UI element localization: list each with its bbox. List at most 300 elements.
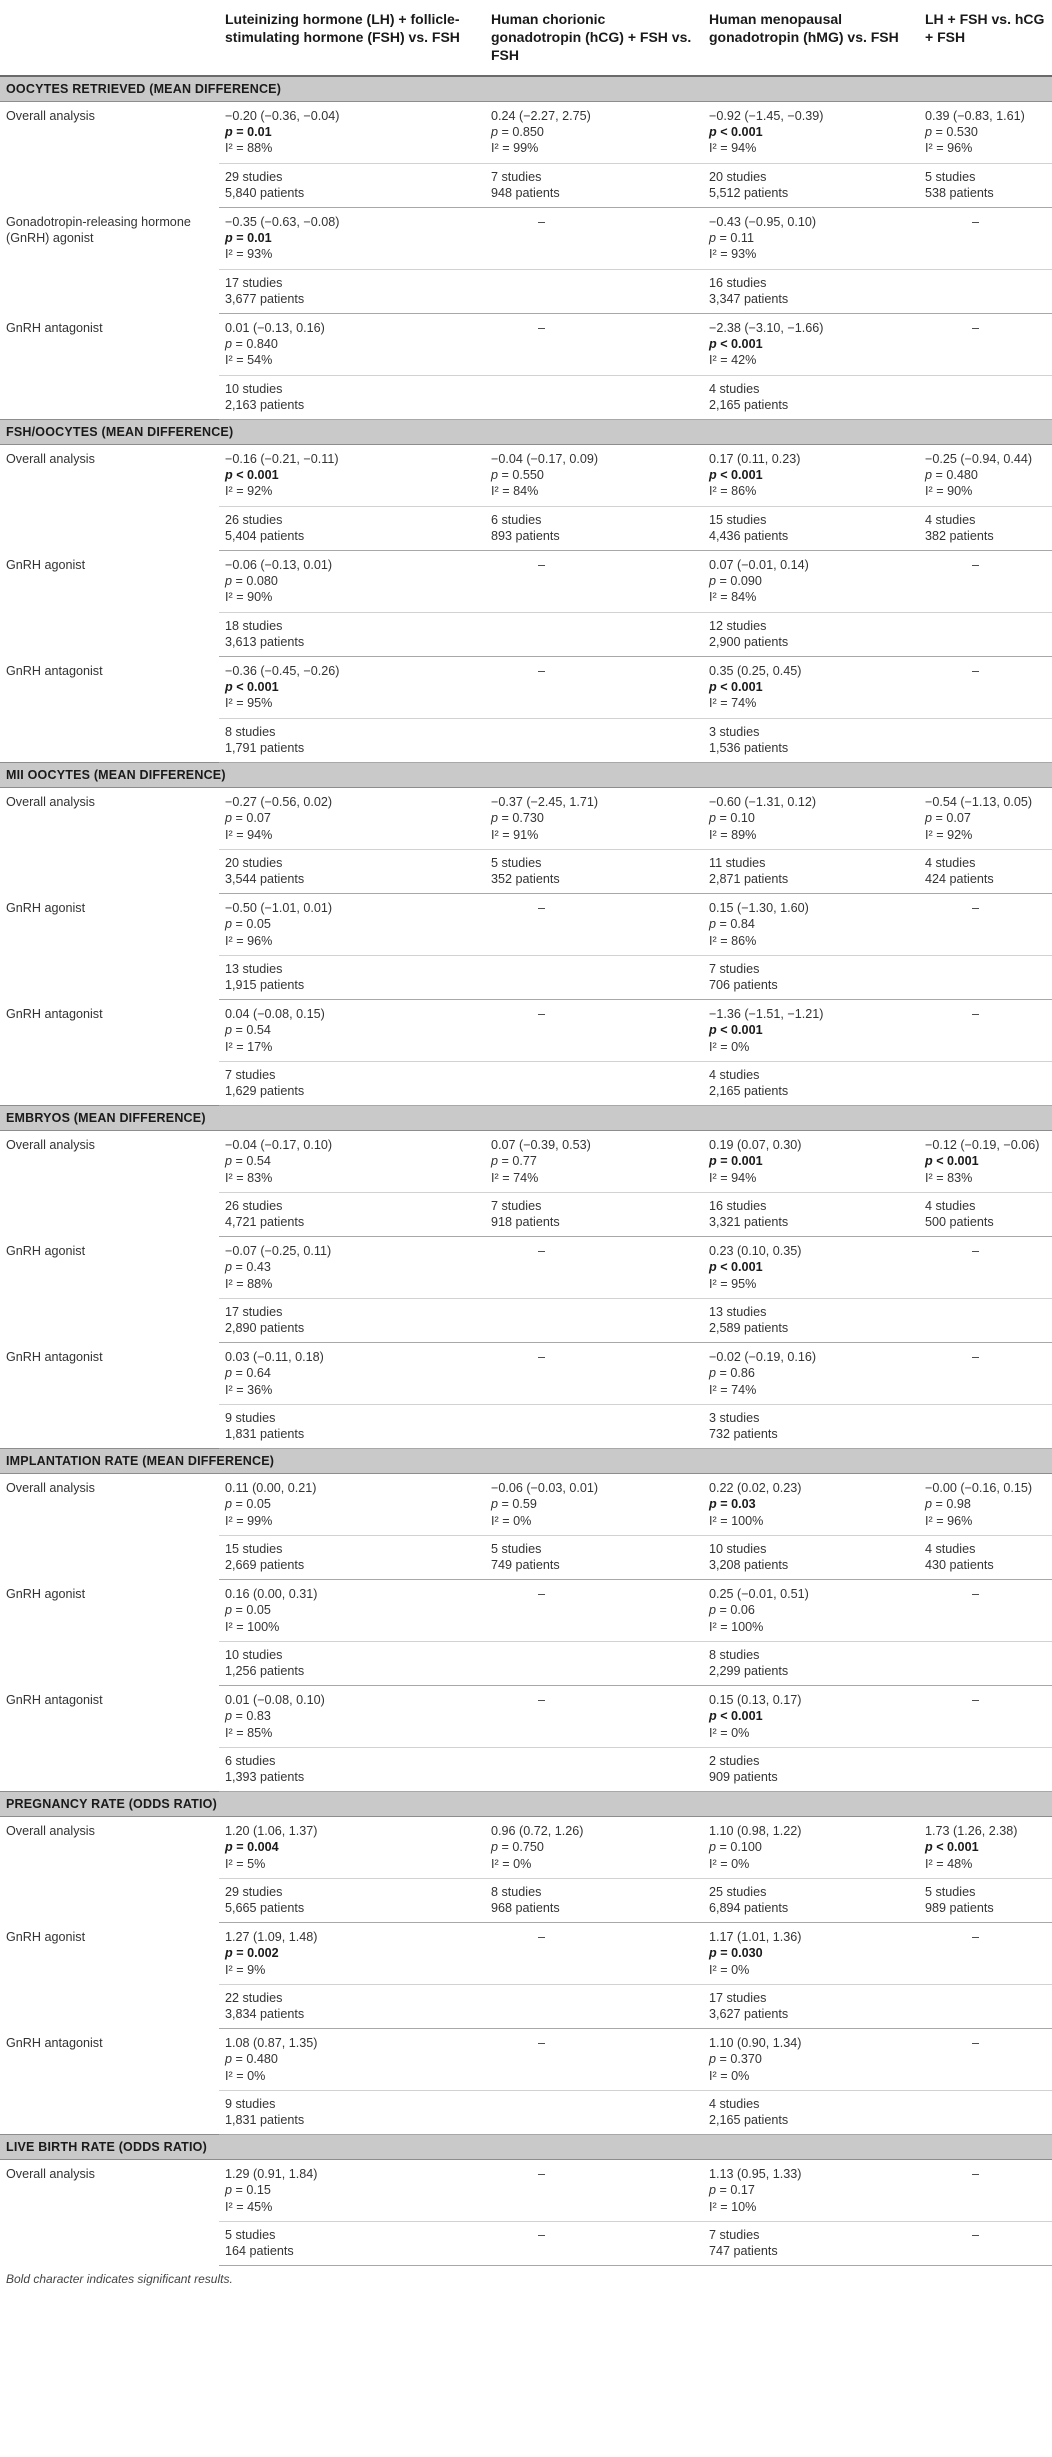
p-symbol: p — [225, 917, 233, 932]
count-cell — [219, 1535, 485, 1579]
header-cell-hcg-fsh: Human chorionic gonadotropin (hCG) + FSH vs. FSH — [491, 11, 692, 63]
i2-symbol: I² — [709, 696, 717, 711]
stat-cell — [219, 1923, 485, 1985]
p-symbol: p — [225, 1840, 233, 1855]
i2-symbol: I² — [925, 1513, 933, 1528]
i2-line — [225, 352, 481, 368]
i2-value: 0% — [513, 1856, 532, 1871]
patients-count: 1,831 patients — [225, 2113, 305, 2128]
i2-equals: = — [232, 247, 248, 262]
studies-count: 3 studies — [709, 1410, 760, 1425]
stat-cell — [485, 788, 703, 850]
p-equals: = — [232, 1154, 247, 1169]
stat-cell — [219, 445, 485, 507]
stat-cell — [485, 1131, 703, 1193]
i2-line — [225, 1962, 481, 1978]
p-value-line — [225, 1365, 481, 1381]
p-equals: = — [232, 125, 248, 140]
studies-count: 10 studies — [225, 1647, 283, 1662]
studies-count: 5 studies — [225, 2227, 276, 2242]
i2-equals: = — [716, 1962, 732, 1977]
i2-equals: = — [232, 1962, 248, 1977]
i2-symbol: I² — [225, 1170, 233, 1185]
p-value: 0.86 — [730, 1366, 755, 1381]
i2-value: 84% — [731, 590, 757, 605]
stat-cell — [219, 314, 485, 376]
p-value: 0.480 — [946, 468, 978, 483]
i2-line — [709, 695, 915, 711]
patients-count: 918 patients — [491, 1214, 560, 1229]
i2-symbol: I² — [225, 2199, 233, 2214]
count-cell — [219, 612, 485, 656]
p-equals: = — [716, 1946, 732, 1961]
p-value: 0.84 — [730, 917, 755, 932]
table-row — [0, 1343, 1052, 1405]
row-label: GnRH agonist — [6, 1929, 86, 1944]
stat-cell — [219, 894, 485, 956]
table-row — [0, 2160, 1052, 2222]
ci-value: −0.60 (−1.31, 0.12) — [709, 795, 817, 810]
stat-cell — [485, 1474, 703, 1536]
i2-symbol: I² — [709, 2199, 717, 2214]
empty-dash: – — [972, 215, 980, 230]
table-row — [0, 1923, 1052, 1985]
patients-count: 5,840 patients — [225, 185, 305, 200]
stat-cell — [485, 314, 703, 376]
count-cell — [703, 1404, 919, 1448]
i2-symbol: I² — [225, 827, 233, 842]
stat-cell — [485, 1686, 703, 1748]
i2-line — [709, 589, 915, 605]
count-cell — [919, 612, 1052, 656]
p-equals: = — [232, 1260, 247, 1275]
stat-cell — [219, 102, 485, 164]
i2-value: 48% — [947, 1856, 973, 1871]
patients-count: 4,436 patients — [709, 528, 789, 543]
count-cell — [919, 718, 1052, 762]
patients-count: 3,613 patients — [225, 634, 305, 649]
patients-count: 2,163 patients — [225, 397, 305, 412]
p-value-line — [225, 679, 481, 695]
i2-line — [225, 1725, 481, 1741]
i2-value: 45% — [247, 2199, 273, 2214]
count-cell — [703, 1984, 919, 2028]
i2-equals: = — [498, 1856, 514, 1871]
p-value: 0.550 — [512, 468, 544, 483]
stat-cell — [219, 551, 485, 613]
section-title: IMPLANTATION RATE (MEAN DIFFERENCE) — [0, 1449, 1052, 1474]
i2-line — [925, 1856, 1048, 1872]
i2-symbol: I² — [491, 1513, 499, 1528]
p-equals: = — [716, 1840, 731, 1855]
row-label: Overall analysis — [6, 1481, 95, 1496]
count-cell — [703, 163, 919, 207]
table-row — [0, 1580, 1052, 1642]
p-symbol: p — [225, 337, 233, 352]
empty-dash: – — [972, 1350, 980, 1365]
stat-cell — [485, 1923, 703, 1985]
p-value: 0.07 — [246, 811, 271, 826]
i2-value: 91% — [513, 827, 539, 842]
p-equals: = — [232, 1709, 247, 1724]
row-label: Overall analysis — [6, 1138, 95, 1153]
patients-count: 6,894 patients — [709, 1901, 789, 1916]
i2-value: 90% — [947, 484, 973, 499]
table-footnote: Bold character indicates significant results. — [6, 2272, 233, 2287]
p-symbol: p — [709, 1946, 717, 1961]
i2-symbol: I² — [225, 1382, 233, 1397]
count-cell — [485, 1747, 703, 1791]
count-cell — [485, 163, 703, 207]
count-cell — [485, 1192, 703, 1236]
p-value: 0.07 — [946, 811, 971, 826]
p-value-line — [709, 336, 915, 352]
studies-count: 20 studies — [225, 855, 283, 870]
patients-count: 3,347 patients — [709, 291, 789, 306]
stat-cell — [703, 551, 919, 613]
i2-symbol: I² — [225, 2068, 233, 2083]
i2-value: 74% — [513, 1170, 539, 1185]
count-cell — [485, 1061, 703, 1105]
p-equals: = — [232, 1366, 247, 1381]
p-value: 0.54 — [246, 1023, 271, 1038]
studies-count: 4 studies — [925, 1541, 976, 1556]
p-equals: = — [498, 811, 513, 826]
studies-count: 15 studies — [225, 1541, 283, 1556]
i2-symbol: I² — [925, 484, 933, 499]
patients-count: 352 patients — [491, 871, 560, 886]
i2-equals: = — [232, 141, 248, 156]
p-value-line — [225, 1602, 481, 1618]
count-cell — [485, 1404, 703, 1448]
studies-count: 7 studies — [491, 1198, 542, 1213]
patients-count: 500 patients — [925, 1214, 994, 1229]
i2-equals: = — [498, 827, 514, 842]
stat-cell — [919, 657, 1052, 719]
i2-line — [225, 483, 481, 499]
empty-dash: – — [972, 1587, 980, 1602]
p-value-line — [709, 467, 915, 483]
p-symbol: p — [225, 574, 233, 589]
ci-value: 1.17 (1.01, 1.36) — [709, 1930, 802, 1945]
patients-count: 1,915 patients — [225, 977, 305, 992]
patients-count: 747 patients — [709, 2244, 778, 2259]
count-cell — [219, 506, 485, 550]
p-value-line — [925, 1496, 1048, 1512]
studies-count: 5 studies — [491, 1541, 542, 1556]
table-row — [0, 1474, 1052, 1536]
i2-value: 94% — [247, 827, 273, 842]
i2-equals: = — [932, 1170, 948, 1185]
i2-line — [925, 1513, 1048, 1529]
count-cell — [219, 163, 485, 207]
p-symbol: p — [491, 1497, 499, 1512]
i2-equals: = — [716, 2068, 732, 2083]
i2-symbol: I² — [491, 141, 499, 156]
studies-count: 15 studies — [709, 512, 767, 527]
empty-dash: – — [972, 1930, 980, 1945]
table-body — [0, 76, 1052, 2266]
empty-dash: – — [538, 1587, 546, 1602]
header-cell-label — [0, 0, 219, 76]
i2-equals: = — [932, 827, 948, 842]
patients-count: 2,669 patients — [225, 1558, 305, 1572]
i2-line — [709, 140, 915, 156]
i2-equals: = — [498, 141, 514, 156]
ci-value: −0.35 (−0.63, −0.08) — [225, 215, 340, 230]
patients-count: 538 patients — [925, 185, 994, 200]
studies-count: 16 studies — [709, 275, 767, 290]
studies-count: 5 studies — [925, 169, 976, 184]
stat-cell — [703, 102, 919, 164]
i2-equals: = — [498, 484, 514, 499]
i2-line — [709, 2199, 915, 2215]
i2-line — [225, 1619, 481, 1635]
i2-symbol: I² — [709, 1276, 717, 1291]
p-value-line — [225, 1945, 481, 1961]
section-header-row — [0, 76, 1052, 102]
p-symbol: p — [225, 1946, 233, 1961]
i2-equals: = — [232, 590, 248, 605]
studies-count: 4 studies — [925, 1198, 976, 1213]
p-value: 0.05 — [246, 1497, 271, 1512]
stat-cell — [703, 314, 919, 376]
empty-dash: – — [538, 2167, 546, 2182]
stat-cell — [219, 1686, 485, 1748]
ci-value: −0.25 (−0.94, 0.44) — [925, 452, 1033, 467]
i2-equals: = — [716, 141, 732, 156]
patients-count: 3,321 patients — [709, 1214, 789, 1229]
p-symbol: p — [709, 1023, 717, 1038]
p-value-line — [709, 1945, 915, 1961]
i2-equals: = — [232, 2199, 248, 2214]
p-value-line — [709, 1259, 915, 1275]
i2-line — [225, 827, 481, 843]
p-symbol: p — [225, 1709, 233, 1724]
i2-equals: = — [232, 1276, 248, 1291]
patients-count: 1,831 patients — [225, 1426, 305, 1441]
patients-count: 164 patients — [225, 2244, 294, 2259]
i2-equals: = — [232, 696, 248, 711]
table-row — [0, 1131, 1052, 1193]
ci-value: −0.04 (−0.17, 0.09) — [491, 452, 599, 467]
empty-dash: – — [972, 2167, 980, 2182]
i2-value: 94% — [731, 1170, 757, 1185]
i2-value: 96% — [947, 141, 973, 156]
section-header-row — [0, 1106, 1052, 1131]
i2-value: 100% — [731, 1513, 764, 1528]
p-value-line — [225, 2051, 481, 2067]
i2-symbol: I² — [925, 141, 933, 156]
p-value: 0.06 — [730, 1603, 755, 1618]
patients-count: 2,165 patients — [709, 397, 789, 412]
p-value-line — [225, 1708, 481, 1724]
i2-equals: = — [716, 1170, 732, 1185]
p-symbol: p — [225, 2183, 233, 2198]
patients-count: 989 patients — [925, 1901, 994, 1916]
stat-cell — [219, 208, 485, 270]
p-value-line — [225, 1259, 481, 1275]
p-value-line — [709, 1153, 915, 1169]
section-header-row — [0, 420, 1052, 445]
patients-count: 5,512 patients — [709, 185, 789, 200]
p-value: 0.17 — [730, 2183, 755, 2198]
count-cell — [703, 1298, 919, 1342]
row-label: Overall analysis — [6, 2167, 95, 2182]
count-cell — [485, 1641, 703, 1685]
i2-symbol: I² — [225, 1725, 233, 1740]
empty-dash: – — [972, 1007, 980, 1022]
i2-value: 10% — [731, 2199, 757, 2214]
section-header-row — [0, 1792, 1052, 1817]
p-value-line — [225, 467, 481, 483]
empty-dash: – — [538, 1350, 546, 1365]
stat-cell — [919, 1474, 1052, 1536]
ci-value: 0.96 (0.72, 1.26) — [491, 1824, 584, 1839]
i2-equals: = — [716, 1619, 732, 1634]
studies-count: 10 studies — [709, 1541, 767, 1556]
ci-value: 0.24 (−2.27, 2.75) — [491, 109, 591, 123]
i2-equals: = — [232, 1856, 248, 1871]
i2-equals: = — [232, 353, 248, 368]
i2-value: 93% — [731, 247, 757, 262]
p-equals: = — [932, 811, 947, 826]
p-symbol: p — [491, 125, 499, 140]
i2-line — [225, 1856, 481, 1872]
row-label: Overall analysis — [6, 1824, 95, 1839]
i2-equals: = — [716, 353, 732, 368]
count-cell — [919, 1878, 1052, 1922]
stat-cell — [919, 2160, 1052, 2222]
p-symbol: p — [709, 1497, 717, 1512]
ci-value: 0.25 (−0.01, 0.51) — [709, 1587, 809, 1602]
stat-cell — [485, 102, 703, 164]
studies-count: 17 studies — [709, 1990, 767, 2005]
i2-line — [225, 2199, 481, 2215]
ci-value: −0.20 (−0.36, −0.04) — [225, 109, 340, 123]
row-label: GnRH antagonist — [6, 1349, 103, 1364]
ci-value: 1.73 (1.26, 2.38) — [925, 1824, 1018, 1839]
i2-symbol: I² — [709, 484, 717, 499]
i2-line — [225, 1382, 481, 1398]
table-row — [0, 2029, 1052, 2091]
empty-dash: – — [538, 2227, 546, 2242]
p-value-line — [709, 230, 915, 246]
count-cell — [919, 1641, 1052, 1685]
stat-cell — [703, 1686, 919, 1748]
p-symbol: p — [491, 811, 499, 826]
p-equals: = — [498, 1840, 513, 1855]
ci-value: −2.38 (−3.10, −1.66) — [709, 321, 824, 336]
studies-count: 4 studies — [709, 2096, 760, 2111]
ci-value: −0.92 (−1.45, −0.39) — [709, 109, 824, 123]
i2-line — [491, 1170, 699, 1186]
p-equals: = — [232, 1023, 247, 1038]
count-cell — [703, 269, 919, 313]
ci-value: −0.00 (−0.16, 0.15) — [925, 1481, 1033, 1496]
stat-cell — [485, 1237, 703, 1299]
p-value: 0.840 — [246, 337, 278, 352]
count-cell — [919, 2090, 1052, 2134]
ci-value: −0.36 (−0.45, −0.26) — [225, 664, 340, 679]
p-value-line — [491, 467, 699, 483]
p-value-line — [225, 1496, 481, 1512]
count-cell — [219, 375, 485, 419]
stat-cell — [703, 1817, 919, 1879]
count-cell — [485, 1984, 703, 2028]
stat-cell — [703, 208, 919, 270]
row-label: GnRH antagonist — [6, 320, 103, 335]
p-symbol: p — [225, 811, 233, 826]
p-equals: = — [498, 125, 513, 140]
i2-symbol: I² — [925, 827, 933, 842]
empty-dash: – — [972, 321, 980, 336]
count-cell — [703, 1061, 919, 1105]
studies-count: 26 studies — [225, 512, 283, 527]
p-value-line — [225, 1153, 481, 1169]
i2-value: 94% — [731, 141, 757, 156]
i2-line — [225, 1039, 481, 1055]
stat-cell — [219, 2029, 485, 2091]
table-row — [0, 1817, 1052, 1879]
p-equals: = — [716, 2183, 731, 2198]
ci-value: −0.27 (−0.56, 0.02) — [225, 795, 333, 810]
stat-cell — [919, 1580, 1052, 1642]
p-symbol: p — [709, 1840, 717, 1855]
section-header-row — [0, 763, 1052, 788]
row-label: GnRH agonist — [6, 900, 86, 915]
p-symbol: p — [225, 1023, 233, 1038]
table-row — [0, 102, 1052, 164]
stat-cell — [485, 445, 703, 507]
stat-cell — [703, 2160, 919, 2222]
i2-line — [491, 1513, 699, 1529]
p-value-line — [225, 124, 481, 140]
i2-equals: = — [716, 1276, 732, 1291]
stat-cell — [219, 657, 485, 719]
header-cell-lh-vs-hcg: LH + FSH vs. hCG + FSH — [925, 11, 1045, 45]
i2-line — [225, 1170, 481, 1186]
ci-value: 1.13 (0.95, 1.33) — [709, 2167, 802, 2182]
i2-symbol: I² — [491, 1856, 499, 1871]
i2-symbol: I² — [709, 827, 717, 842]
p-value: 0.59 — [512, 1497, 537, 1512]
i2-equals: = — [232, 2068, 248, 2083]
p-equals: = — [498, 1497, 513, 1512]
i2-equals: = — [232, 1382, 248, 1397]
p-symbol: p — [225, 1497, 233, 1512]
p-value-line — [709, 573, 915, 589]
ci-value: −0.16 (−0.21, −0.11) — [225, 452, 339, 467]
stat-cell — [485, 657, 703, 719]
count-cell — [219, 2221, 485, 2265]
patients-count: 5,665 patients — [225, 1901, 305, 1916]
i2-value: 36% — [247, 1382, 273, 1397]
studies-count: 3 studies — [709, 724, 760, 739]
studies-count: 7 studies — [225, 1067, 276, 1082]
p-value: 0.05 — [246, 917, 271, 932]
stat-cell — [919, 1923, 1052, 1985]
row-label: Gonadotropin-releasing hormone (GnRH) agonist — [6, 214, 191, 245]
studies-count: 7 studies — [709, 2227, 760, 2242]
i2-line — [709, 2068, 915, 2084]
p-symbol: p — [925, 1840, 933, 1855]
i2-equals: = — [232, 1513, 248, 1528]
p-equals: = — [932, 468, 947, 483]
stat-cell — [485, 208, 703, 270]
i2-symbol: I² — [709, 1039, 717, 1054]
stat-cell — [703, 788, 919, 850]
